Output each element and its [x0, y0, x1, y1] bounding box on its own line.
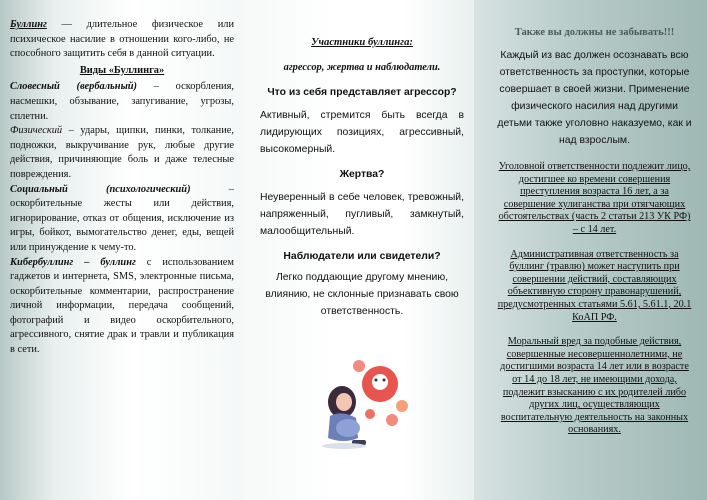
intro-term: Буллинг: [10, 19, 47, 30]
administrative-liability-text: Административная ответственность за буллинг (травлю) может наступить при совершении действий, составляющих объективную сторону правонарушений, предусмотренных статьями 5.61, 5.61.1, 20.1 КоАП РФ.: [497, 248, 692, 323]
type-term: Кибербуллинг – буллинг: [10, 256, 136, 268]
sad-girl-illustration: [314, 358, 410, 450]
intro-paragraph: [10, 18, 234, 62]
responsibility-intro: Каждый из вас должен осознавать всю ответственность за проступки, которые совершает в своей жизни. Применение физического насилия над другими детьми также уголовно наказуемо, как и над взрослым.: [497, 50, 692, 146]
participants-title: Участники буллинга:: [311, 37, 413, 48]
type-cyber: [10, 256, 234, 358]
responsibility-title: Также вы должны не забывать!!!: [514, 27, 675, 38]
criminal-liability-text: Уголовной ответственности подлежит лицо, достигшее ко времени совершения преступления возраста 16 лет, а за совершение хулиганства при отягчающих обстоятельствах (часть 2 статьи 213 УК РФ) – с 14 лет.: [498, 161, 691, 235]
type-term: Социальный (психологический): [10, 183, 191, 195]
aggressor-question: Что из себя представляет агрессор?: [267, 87, 457, 98]
observers-question: Наблюдатели или свидетели?: [283, 251, 441, 262]
type-verbal: [10, 80, 234, 124]
moral-damage-text: Моральный вред за подобные действия, совершенные несовершеннолетними, не достигшими возраста 14 лет или в возрасте от 14 до 18 лет, не имеющими дохода, подлежит взысканию с их родителей либо других лиц, осуществляющих воспитательную деятельность на законных основаниях.: [500, 336, 689, 436]
type-text: с использованием гаджетов и интернета, SMS, электронные письма, оскорбительные комментарии, распространение личной информации, передача сообщений, фотографий и видео оскорбительного, агрессивного, снятие драк и травли и публикация в сети.: [10, 256, 234, 356]
type-text: – оскорбления, насмешки, обзывание, запугивание, угрозы, сплетни.: [10, 81, 234, 122]
victim-question: Жертва?: [339, 169, 385, 180]
column-participants: [242, 0, 474, 500]
type-term: Словесный (вербальный): [10, 81, 138, 93]
participants-subtitle: агрессор, жертва и наблюдатели.: [283, 62, 441, 73]
column-responsibility: [474, 0, 707, 500]
types-heading: Виды «Буллинга»: [79, 64, 165, 76]
emoji-bubble-icon: [396, 400, 408, 412]
type-term: Физический: [10, 125, 63, 137]
type-text: – удары, щипки, пинки, толкание, подножки, выкручивание рук, любые другие действия, причиняющие боль и даже телесные повреждения.: [10, 125, 234, 180]
heart-bubble-icon: [365, 409, 375, 419]
small-bubble-icon: [353, 360, 365, 372]
sad-bubble-icon: [386, 414, 398, 426]
aggressor-text: Активный, стремится быть всегда в лидирующих позициях, агрессивный, высокомерный.: [260, 110, 464, 155]
type-physical: [10, 124, 234, 182]
type-social: [10, 183, 234, 256]
column-bullying-types: [0, 0, 242, 500]
observers-text: Легко поддающие другому мнению, влиянию, не склонные признавать свою ответственность.: [265, 272, 459, 317]
intro-text: — длительное физическое или психическое насилие в отношении кого-либо, не способного защитить себя в данной ситуации.: [10, 19, 234, 60]
victim-text: Неуверенный в себе человек, тревожный, напряженный, пугливый, замкнутый, малообщительный.: [260, 192, 464, 237]
type-text: – оскорбительные жесты или действия, игнорирование, отказ от общения, исключение из игры, бойкот, вымогательство денег, еды, вещей или принуждение к чему-то.: [10, 183, 234, 253]
